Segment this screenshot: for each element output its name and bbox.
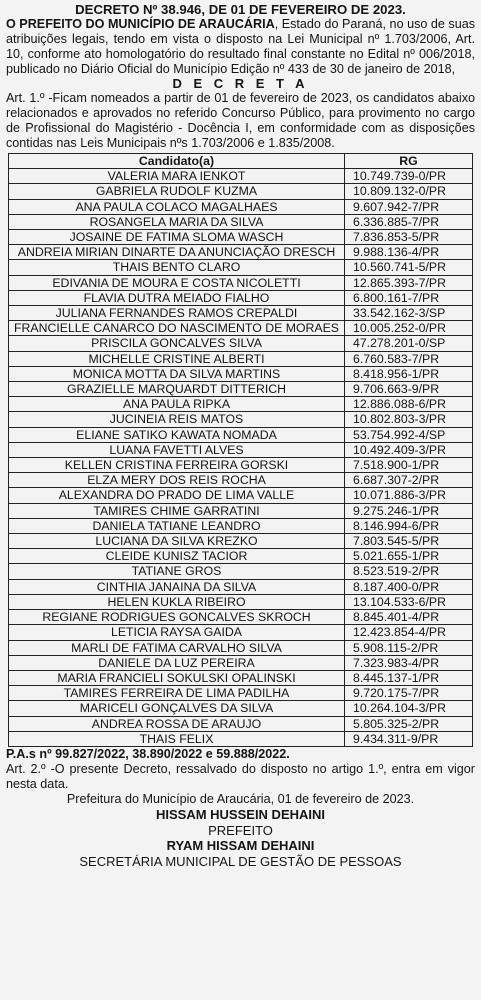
candidate-name: LUCIANA DA SILVA KREZKO [9, 534, 345, 549]
candidate-name: JULIANA FERNANDES RAMOS CREPALDI [9, 306, 345, 321]
candidate-rg: 9.706.663-9/PR [345, 382, 473, 397]
candidate-name: ANDREA ROSSA DE ARAUJO [9, 716, 345, 731]
candidate-rg: 6.760.583-7/PR [345, 351, 473, 366]
column-header-rg: RG [345, 154, 473, 169]
candidate-name: GABRIELA RUDOLF KUZMA [9, 184, 345, 199]
candidate-rg: 7.803.545-5/PR [345, 534, 473, 549]
candidate-rg: 8.187.400-0/PR [345, 579, 473, 594]
candidate-rg: 33.542.162-3/SP [345, 306, 473, 321]
table-row [9, 366, 473, 381]
candidate-name: ROSANGELA MARIA DA SILVA [9, 214, 345, 229]
place-date: Prefeitura do Município de Araucária, 01 de fevereiro de 2023. [66, 791, 415, 806]
candidate-rg: 12.886.088-6/PR [345, 397, 473, 412]
process-numbers: P.A.s nº 99.827/2022, 38.890/2022 e 59.888/2022. [6, 746, 290, 761]
candidate-name: KELLEN CRISTINA FERREIRA GORSKI [9, 458, 345, 473]
candidate-name: TAMIRES FERREIRA DE LIMA PADILHA [9, 686, 345, 701]
table-row [9, 427, 473, 442]
decreta-heading: D E C R E T A [172, 76, 309, 91]
decree-document [6, 0, 475, 869]
decree-title: DECRETO Nº 38.946, DE 01 DE FEVEREIRO DE 2023. [75, 2, 406, 17]
candidate-name: JUCINEIA REIS MATOS [9, 412, 345, 427]
table-row [9, 518, 473, 533]
candidate-rg: 5.021.655-1/PR [345, 549, 473, 564]
table-row [9, 184, 473, 199]
candidate-name: VALERIA MARA IENKOT [9, 169, 345, 184]
candidate-rg: 5.805.325-2/PR [345, 716, 473, 731]
candidate-name: GRAZIELLE MARQUARDT DITTERICH [9, 382, 345, 397]
candidate-name: MICHELLE CRISTINE ALBERTI [9, 351, 345, 366]
candidate-name: MONICA MOTTA DA SILVA MARTINS [9, 366, 345, 381]
table-body [9, 169, 473, 747]
candidate-name: CINTHIA JANAINA DA SILVA [9, 579, 345, 594]
table-row [9, 169, 473, 184]
table-row [9, 306, 473, 321]
candidate-rg: 9.275.246-1/PR [345, 503, 473, 518]
preamble-text: , Estado do Paraná, no uso de suas atribuições legais, tendo em vista o disposto na Lei Municipal nº 1.703/2006, Art. 10, conforme ato homologatório do resultado final constante no Edital nº 006/2018, publicado no Diário Oficial do Município Edição nº 433 de 30 de janeiro de 2018, [6, 17, 475, 76]
candidate-rg: 7.836.853-5/PR [345, 230, 473, 245]
candidate-name: HELEN KUKLA RIBEIRO [9, 594, 345, 609]
candidate-name: LETICIA RAYSA GAIDA [9, 625, 345, 640]
candidate-rg: 9.607.942-7/PR [345, 199, 473, 214]
table-row [9, 686, 473, 701]
table-row [9, 640, 473, 655]
candidate-rg: 8.523.519-2/PR [345, 564, 473, 579]
table-header-row [9, 154, 473, 169]
candidate-rg: 9.720.175-7/PR [345, 686, 473, 701]
candidate-name: FRANCIELLE CANARCO DO NASCIMENTO DE MORAES [9, 321, 345, 336]
candidate-rg: 10.809.132-0/PR [345, 184, 473, 199]
candidate-rg: 13.104.533-6/PR [345, 594, 473, 609]
candidate-name: ALEXANDRA DO PRADO DE LIMA VALLE [9, 488, 345, 503]
table-row [9, 260, 473, 275]
article-1: Art. 1.º -Ficam nomeados a partir de 01 de fevereiro de 2023, os candidatos abaixo relacionados e aprovados no referido Concurso Público, para provimento no cargo de Profissional do Magistério - Docência I, em conformidade com as disposições contidas nas Leis Municipais nºs 1.703/2006 e 1.835/2008. [6, 91, 475, 150]
table-row [9, 579, 473, 594]
table-row [9, 214, 473, 229]
candidate-rg: 8.418.956-1/PR [345, 366, 473, 381]
candidate-rg: 10.802.803-3/PR [345, 412, 473, 427]
table-row [9, 473, 473, 488]
signer-role-mayor: PREFEITO [208, 822, 273, 838]
candidate-name: EDIVANIA DE MOURA E COSTA NICOLETTI [9, 275, 345, 290]
candidate-rg: 7.323.983-4/PR [345, 655, 473, 670]
candidate-rg: 53.754.992-4/SP [345, 427, 473, 442]
table-row [9, 488, 473, 503]
table-row [9, 549, 473, 564]
candidate-rg: 10.560.741-5/PR [345, 260, 473, 275]
candidate-rg: 47.278.201-0/SP [345, 336, 473, 351]
table-row [9, 382, 473, 397]
candidate-name: REGIANE RODRIGUES GONCALVES SKROCH [9, 610, 345, 625]
candidate-rg: 10.492.409-3/PR [345, 442, 473, 457]
candidate-rg: 8.445.137-1/PR [345, 670, 473, 685]
candidate-name: DANIELE DA LUZ PEREIRA [9, 655, 345, 670]
table-row [9, 321, 473, 336]
table-row [9, 336, 473, 351]
table-row [9, 442, 473, 457]
table-row [9, 610, 473, 625]
preamble [6, 17, 475, 77]
candidate-rg: 10.264.104-3/PR [345, 701, 473, 716]
candidate-name: PRISCILA GONCALVES SILVA [9, 336, 345, 351]
candidate-rg: 8.845.401-4/PR [345, 610, 473, 625]
candidate-name: MARIA FRANCIELI SOKULSKI OPALINSKI [9, 670, 345, 685]
candidate-rg: 6.687.307-2/PR [345, 473, 473, 488]
table-row [9, 245, 473, 260]
candidate-name: THAIS BENTO CLARO [9, 260, 345, 275]
table-row [9, 275, 473, 290]
candidate-name: THAIS FELIX [9, 731, 345, 746]
table-row [9, 670, 473, 685]
candidate-rg: 9.434.311-9/PR [345, 731, 473, 746]
candidate-rg: 12.865.393-7/PR [345, 275, 473, 290]
candidate-rg: 8.146.994-6/PR [345, 518, 473, 533]
candidate-name: TATIANE GROS [9, 564, 345, 579]
table-row [9, 351, 473, 366]
candidate-rg: 5.908.115-2/PR [345, 640, 473, 655]
candidate-name: ANA PAULA RIPKA [9, 397, 345, 412]
table-row [9, 731, 473, 746]
table-row [9, 534, 473, 549]
candidate-rg: 12.423.854-4/PR [345, 625, 473, 640]
table-row [9, 564, 473, 579]
table-row [9, 716, 473, 731]
candidate-name: LUANA FAVETTI ALVES [9, 442, 345, 457]
table-row [9, 290, 473, 305]
table-row [9, 199, 473, 214]
column-header-candidate: Candidato(a) [9, 154, 345, 169]
table-row [9, 412, 473, 427]
candidate-name: DANIELA TATIANE LEANDRO [9, 518, 345, 533]
article-2: Art. 2.º -O presente Decreto, ressalvado do disposto no artigo 1.º, entra em vigor nesta data. [6, 761, 475, 791]
candidate-rg: 10.005.252-0/PR [345, 321, 473, 336]
candidate-name: FLAVIA DUTRA MEIADO FIALHO [9, 290, 345, 305]
candidate-rg: 6.336.885-7/PR [345, 214, 473, 229]
table-row [9, 458, 473, 473]
table-row [9, 230, 473, 245]
table-row [9, 503, 473, 518]
candidate-name: TAMIRES CHIME GARRATINI [9, 503, 345, 518]
candidate-name: MARICELI GONÇALVES DA SILVA [9, 701, 345, 716]
candidate-rg: 9.988.136-4/PR [345, 245, 473, 260]
candidate-name: ANA PAULA COLACO MAGALHAES [9, 199, 345, 214]
candidate-rg: 10.749.739-0/PR [345, 169, 473, 184]
signer-name-secretary: RYAM HISSAM DEHAINI [166, 837, 315, 853]
candidate-name: ELZA MERY DOS REIS ROCHA [9, 473, 345, 488]
table-row [9, 655, 473, 670]
signer-role-secretary: SECRETÁRIA MUNICIPAL DE GESTÃO DE PESSOAS [79, 853, 402, 869]
candidate-name: MARLI DE FATIMA CARVALHO SILVA [9, 640, 345, 655]
candidate-name: ANDREIA MIRIAN DINARTE DA ANUNCIAÇÃO DRESCH [9, 245, 345, 260]
candidate-rg: 10.071.886-3/PR [345, 488, 473, 503]
candidate-name: JOSAINE DE FATIMA SLOMA WASCH [9, 230, 345, 245]
table-row [9, 701, 473, 716]
candidate-rg: 6.800.161-7/PR [345, 290, 473, 305]
candidate-name: ELIANE SATIKO KAWATA NOMADA [9, 427, 345, 442]
preamble-authority: O PREFEITO DO MUNICÍPIO DE ARAUCÁRIA [6, 17, 275, 31]
table-row [9, 625, 473, 640]
table-row [9, 594, 473, 609]
candidate-name: CLEIDE KUNISZ TACIOR [9, 549, 345, 564]
candidates-table [8, 153, 473, 747]
table-row [9, 397, 473, 412]
signer-name-mayor: HISSAM HUSSEIN DEHAINI [155, 806, 326, 822]
candidate-rg: 7.518.900-1/PR [345, 458, 473, 473]
